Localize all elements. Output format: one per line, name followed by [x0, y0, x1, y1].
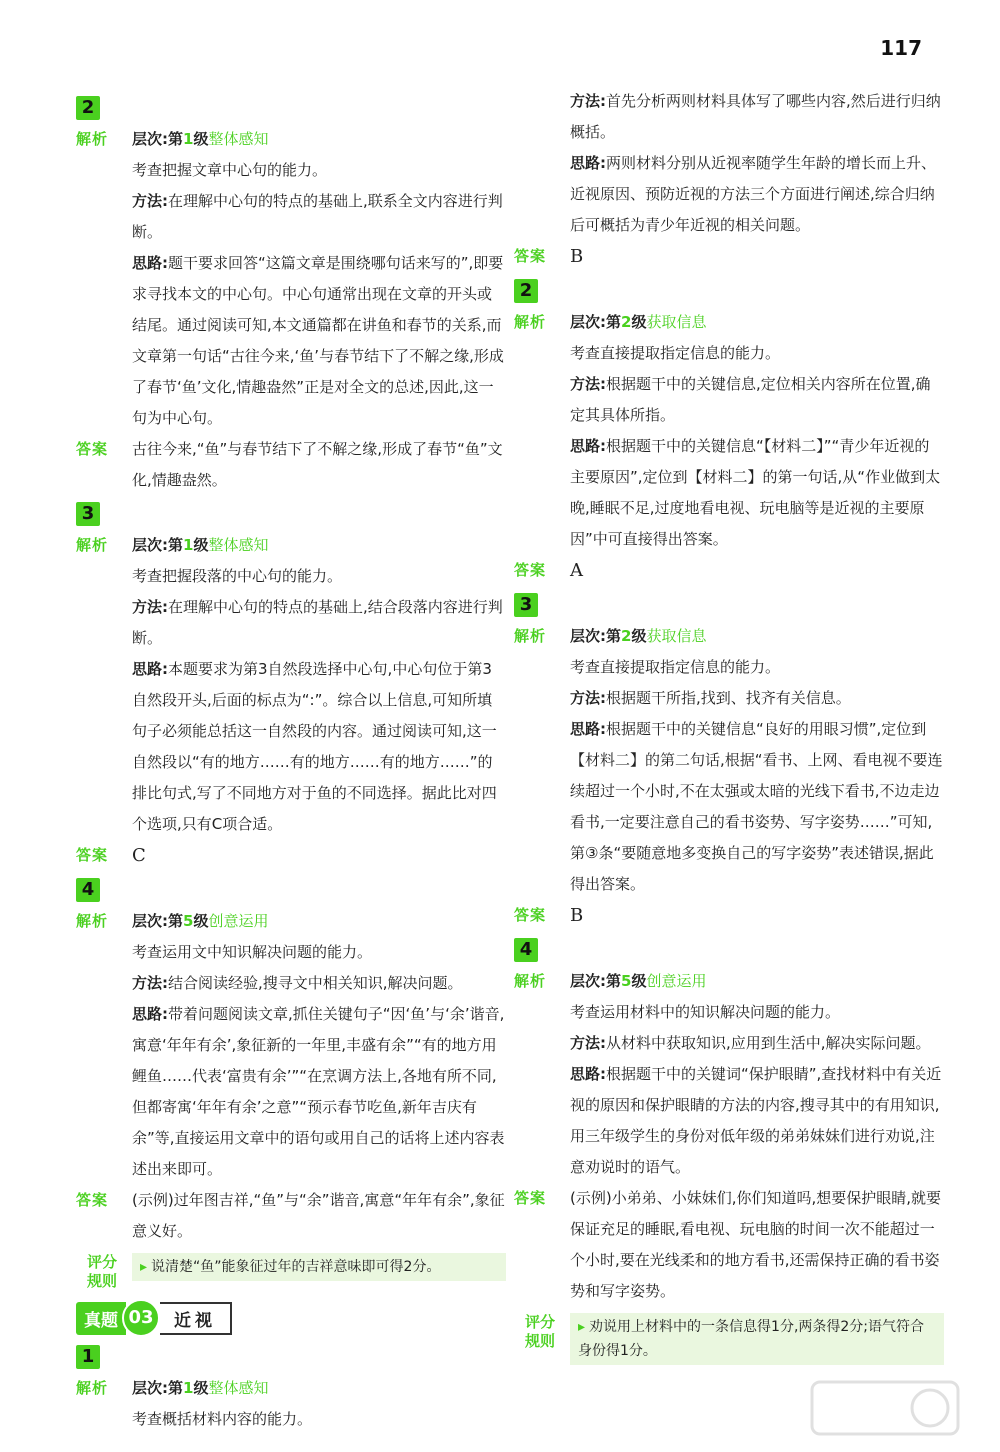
idea-row — [76, 654, 506, 840]
level-number: 5 — [183, 912, 194, 930]
question-number: 3 — [76, 502, 100, 526]
answer-label: 答案 — [76, 846, 109, 864]
level-row — [76, 1373, 506, 1404]
desc-row — [76, 155, 506, 186]
analysis-label: 解析 — [514, 627, 547, 645]
analysis-label: 解析 — [76, 1379, 109, 1397]
question-block — [514, 279, 944, 587]
level-suffix: 级 — [193, 912, 209, 930]
idea-label: 思路: — [132, 1005, 168, 1023]
idea-text: 根据题干中的关键信息“【材料二】”“青少年近视的主要原因”,定位到【材料二】的第一句话,从“作业做到太晚,睡眠不足,过度地看电视、玩电脑等是近视的主要原因”中可直接得出答案。 — [570, 437, 941, 548]
desc-row — [76, 561, 506, 592]
level-row — [76, 124, 506, 155]
analysis-label: 解析 — [76, 912, 109, 930]
arrow-icon: ▸ — [578, 1319, 586, 1335]
desc-row — [514, 997, 944, 1028]
level-suffix: 级 — [193, 536, 209, 554]
level-prefix: 层次:第 — [132, 1379, 183, 1397]
method-label: 方法: — [570, 1034, 606, 1052]
question-number-row — [514, 593, 944, 617]
level-suffix: 级 — [631, 627, 647, 645]
arrow-icon: ▸ — [140, 1259, 148, 1275]
question-desc: 考查把握段落的中心句的能力。 — [132, 567, 343, 585]
level-row — [76, 530, 506, 561]
answer-label: 答案 — [76, 440, 109, 458]
method-text: 根据题干所指,找到、找齐有关信息。 — [606, 689, 851, 707]
topic-label: 真题 — [76, 1302, 126, 1335]
method-text: 从材料中获取知识,应用到生活中,解决实际问题。 — [606, 1034, 931, 1052]
idea-row — [514, 148, 944, 241]
rule-box — [570, 1313, 944, 1365]
page-number: 117 — [880, 36, 922, 60]
level-text — [132, 912, 268, 930]
idea-text: 两则材料分别从近视率随学生年龄的增长而上升、近视原因、预防近视的方法三个方面进行阐述,综合归纳后可概括为青少年近视的相关问题。 — [570, 154, 937, 234]
level-name: 获取信息 — [646, 313, 707, 331]
idea-label: 思路: — [570, 437, 606, 455]
method-row — [76, 968, 506, 999]
level-suffix: 级 — [631, 313, 647, 331]
answer-text: 古往今来,“鱼”与春节结下了不解之缘,形成了春节“鱼”文化,情趣盎然。 — [132, 440, 503, 489]
answer-row — [76, 840, 506, 872]
answer-row — [514, 241, 944, 273]
level-name: 整体感知 — [208, 1379, 269, 1397]
level-number: 1 — [183, 1379, 194, 1397]
answer-row — [514, 1183, 944, 1307]
level-text — [570, 313, 706, 331]
answer-text: B — [570, 246, 584, 267]
level-row — [514, 621, 944, 652]
question-number-row — [514, 279, 944, 303]
analysis-label: 解析 — [514, 972, 547, 990]
level-text — [570, 972, 706, 990]
idea-row — [76, 248, 506, 434]
question-block — [76, 502, 506, 872]
desc-row — [76, 1404, 506, 1435]
rule-text: 劝说用上材料中的一条信息得1分,两条得2分;语气符合身份得1分。 — [578, 1319, 925, 1359]
scoring-rule — [76, 1253, 506, 1290]
method-text: 根据题干中的关键信息,定位相关内容所在位置,确定其具体所指。 — [570, 375, 931, 424]
level-suffix: 级 — [193, 130, 209, 148]
question-number-row — [76, 878, 506, 902]
level-name: 整体感知 — [208, 130, 269, 148]
answer-label: 答案 — [76, 1191, 109, 1209]
question-number: 2 — [514, 279, 538, 303]
question-block — [76, 1345, 506, 1435]
level-text — [570, 627, 706, 645]
level-prefix: 层次:第 — [132, 912, 183, 930]
answer-label: 答案 — [514, 1189, 547, 1207]
method-row — [514, 1028, 944, 1059]
level-number: 2 — [621, 627, 632, 645]
method-row — [514, 86, 944, 148]
analysis-label: 解析 — [514, 313, 547, 331]
level-name: 创意运用 — [646, 972, 707, 990]
question-number: 4 — [76, 878, 100, 902]
answer-text: C — [132, 845, 146, 866]
desc-row — [76, 937, 506, 968]
analysis-label: 解析 — [76, 130, 109, 148]
level-suffix: 级 — [631, 972, 647, 990]
idea-label: 思路: — [570, 154, 606, 172]
level-number: 1 — [183, 536, 194, 554]
idea-text: 带着问题阅读文章,抓住关键句子“因‘鱼’与‘余’谐音,寓意‘年年有余’,象征新的一年里,丰盛有余”“有的地方用鲤鱼……代表‘富贵有余’”“在烹调方法上,各地有所不同,但都寄寓‘年年有余’之意”“预示春节吃鱼,新年吉庆有余”等,直接运用文章中的语句或用自己的话将上述内容表述出来即可。 — [132, 1005, 505, 1178]
method-label: 方法: — [132, 598, 168, 616]
answer-text: (示例)小弟弟、小妹妹们,你们知道吗,想要保护眼睛,就要保证充足的睡眠,看电视、玩电脑的时间一次不能超过一个小时,要在光线柔和的地方看书,还需保持正确的看书姿势和写字姿势。 — [570, 1189, 942, 1300]
question-block — [76, 96, 506, 496]
method-text: 结合阅读经验,搜寻文中相关知识,解决问题。 — [168, 974, 463, 992]
method-label: 方法: — [570, 92, 606, 110]
answer-row — [514, 555, 944, 587]
idea-label: 思路: — [570, 1065, 606, 1083]
answer-label: 答案 — [514, 561, 547, 579]
answer-row — [76, 1185, 506, 1247]
idea-row — [514, 431, 944, 555]
method-label: 方法: — [132, 974, 168, 992]
level-text — [132, 130, 268, 148]
answer-label: 答案 — [514, 247, 547, 265]
rule-label: 评分规则 — [86, 1253, 117, 1290]
question-desc: 考查概括材料内容的能力。 — [132, 1410, 313, 1428]
level-prefix: 层次:第 — [570, 627, 621, 645]
method-label: 方法: — [570, 689, 606, 707]
topic-header — [76, 1301, 506, 1335]
method-label: 方法: — [132, 192, 168, 210]
question-continuation — [514, 86, 944, 273]
idea-text: 本题要求为第3自然段选择中心句,中心句位于第3自然段开头,后面的标点为“:”。综合以上信息,可知所填句子必须能总括这一自然段的内容。通过阅读可知,这一自然段以“有的地方……有的地方……有的地方……”的排比句式,写了不同地方对于鱼的不同选择。据此比对四个选项,只有C项合适。 — [132, 660, 497, 833]
level-prefix: 层次:第 — [132, 130, 183, 148]
answer-label: 答案 — [514, 906, 547, 924]
question-desc: 考查把握文章中心句的能力。 — [132, 161, 328, 179]
idea-row — [76, 999, 506, 1185]
answer-row — [76, 434, 506, 496]
question-number-row — [76, 502, 506, 526]
question-number: 3 — [514, 593, 538, 617]
method-text: 在理解中心句的特点的基础上,结合段落内容进行判断。 — [132, 598, 503, 647]
idea-label: 思路: — [132, 660, 168, 678]
question-block — [76, 878, 506, 1247]
method-row — [76, 592, 506, 654]
method-row — [76, 186, 506, 248]
question-desc: 考查直接提取指定信息的能力。 — [570, 658, 781, 676]
level-row — [76, 906, 506, 937]
answer-text: (示例)过年图吉祥,“鱼”与“余”谐音,寓意“年年有余”,象征意义好。 — [132, 1191, 505, 1240]
question-number: 1 — [76, 1345, 100, 1369]
left-column — [76, 90, 506, 1437]
question-desc: 考查运用文中知识解决问题的能力。 — [132, 943, 373, 961]
idea-text: 根据题干中的关键信息“良好的用眼习惯”,定位到【材料二】的第二句话,根据“看书、上网、看电视不要连续超过一个小时,不在太强或太暗的光线下看书,不边走边看书,一定要注意自己的看书姿势、写字姿势……”可知,第③条“要随意地多变换自己的写字姿势”表述错误,据此得出答案。 — [570, 720, 943, 893]
question-block — [514, 938, 944, 1307]
level-suffix: 级 — [193, 1379, 209, 1397]
watermark-logo-icon — [810, 1380, 960, 1436]
idea-row — [514, 1059, 944, 1183]
question-number: 4 — [514, 938, 538, 962]
scoring-rule — [514, 1313, 944, 1365]
topic-number: 03 — [122, 1299, 160, 1337]
question-number-row — [76, 96, 506, 120]
question-number-row — [76, 1345, 506, 1369]
level-prefix: 层次:第 — [570, 972, 621, 990]
level-number: 1 — [183, 130, 194, 148]
desc-row — [514, 652, 944, 683]
question-block — [514, 593, 944, 932]
desc-row — [514, 338, 944, 369]
level-name: 整体感知 — [208, 536, 269, 554]
idea-text: 题干要求回答“这篇文章是围绕哪句话来写的”,即要求寻找本文的中心句。中心句通常出现在文章的开头或结尾。通过阅读可知,本文通篇都在讲鱼和春节的关系,而文章第一句话“古往今来,‘鱼’与春节结下了不解之缘,形成了春节‘鱼’文化,情趣盎然”正是对全文的总述,因此,这一句为中心句。 — [132, 254, 504, 427]
method-text: 在理解中心句的特点的基础上,联系全文内容进行判断。 — [132, 192, 503, 241]
level-prefix: 层次:第 — [570, 313, 621, 331]
method-row — [514, 369, 944, 431]
idea-row — [514, 714, 944, 900]
analysis-label: 解析 — [76, 536, 109, 554]
answer-text: B — [570, 905, 584, 926]
level-text — [132, 536, 268, 554]
idea-text: 根据题干中的关键词“保护眼睛”,查找材料中有关近视的原因和保护眼睛的方法的内容,搜寻其中的有用知识,用三年级学生的身份对低年级的弟弟妹妹们进行劝说,注意劝说时的语气。 — [570, 1065, 942, 1176]
right-column — [514, 86, 944, 1365]
method-label: 方法: — [570, 375, 606, 393]
level-number: 2 — [621, 313, 632, 331]
method-row — [514, 683, 944, 714]
level-row — [514, 307, 944, 338]
level-name: 创意运用 — [208, 912, 269, 930]
question-desc: 考查运用材料中的知识解决问题的能力。 — [570, 1003, 841, 1021]
method-text: 首先分析两则材料具体写了哪些内容,然后进行归纳概括。 — [570, 92, 941, 141]
level-text — [132, 1379, 268, 1397]
level-name: 获取信息 — [646, 627, 707, 645]
topic-title: 近视 — [160, 1302, 232, 1335]
answer-text: A — [570, 560, 583, 581]
level-number: 5 — [621, 972, 632, 990]
level-row — [514, 966, 944, 997]
answer-row — [514, 900, 944, 932]
question-number-row — [514, 938, 944, 962]
idea-label: 思路: — [570, 720, 606, 738]
question-desc: 考查直接提取指定信息的能力。 — [570, 344, 781, 362]
question-number: 2 — [76, 96, 100, 120]
rule-box — [132, 1253, 506, 1281]
idea-label: 思路: — [132, 254, 168, 272]
rule-text: 说清楚“鱼”能象征过年的吉祥意味即可得2分。 — [151, 1259, 441, 1275]
rule-label: 评分规则 — [524, 1313, 555, 1350]
level-prefix: 层次:第 — [132, 536, 183, 554]
